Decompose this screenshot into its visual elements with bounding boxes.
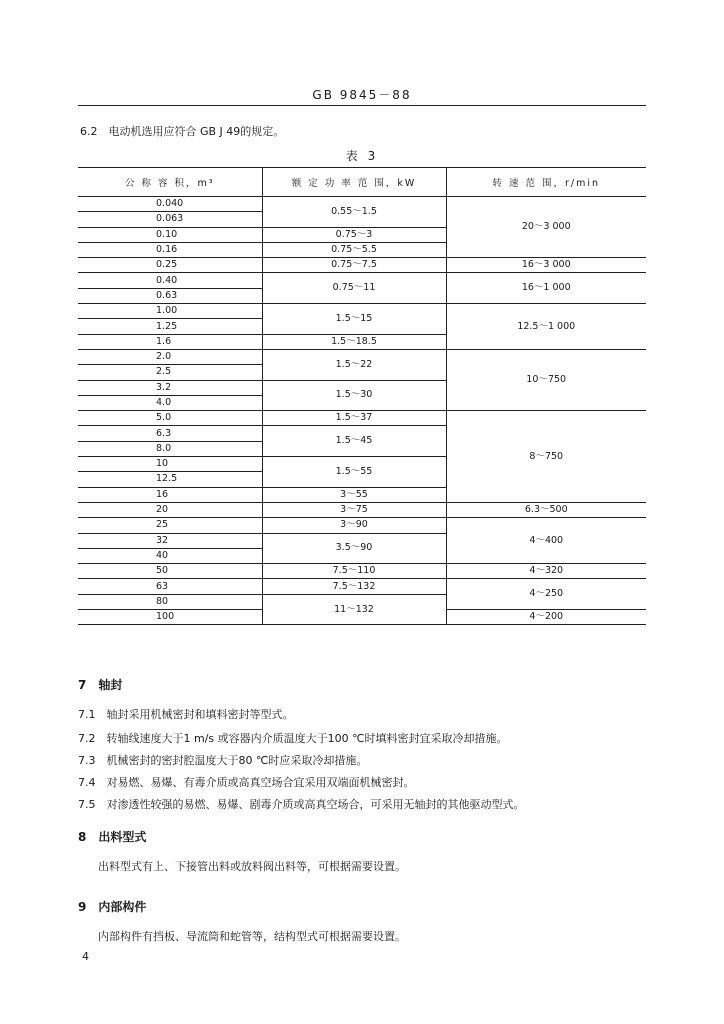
item-7-5: 7.5 对渗透性较强的易燃、易爆、剧毒介质或高真空场合，可采用无轴封的其他驱动型式。: [78, 798, 525, 811]
table-row: [78, 349, 646, 364]
volume-cell: 20: [78, 502, 262, 517]
speed-cell: 4～250: [446, 579, 646, 610]
table-header-row: [78, 168, 646, 197]
section-8-text: 出料型式有上、下接管出料或放料阀出料等，可根据需要设置。: [98, 860, 406, 873]
header-power: 额 定 功 率 范 围，kW: [262, 168, 446, 197]
speed-cell: 10～750: [446, 349, 646, 410]
section-9-title: 9 内部构件: [78, 900, 147, 914]
table-row: [78, 273, 646, 288]
item-7-1: 7.1 轴封采用机械密封和填料密封等型式。: [78, 708, 294, 721]
power-cell: 1.5～37: [262, 411, 446, 426]
table-row: [78, 502, 646, 517]
volume-cell: 5.0: [78, 411, 262, 426]
header-speed: 转 速 范 围，r/min: [446, 168, 646, 197]
volume-cell: 10: [78, 457, 262, 472]
volume-cell: 0.10: [78, 227, 262, 242]
volume-cell: 8.0: [78, 441, 262, 456]
power-cell: 1.5～22: [262, 349, 446, 380]
para-6-2: 6.2 电动机选用应符合 GB J 49的规定。: [80, 125, 285, 138]
table-row: [78, 197, 646, 212]
volume-cell: 16: [78, 487, 262, 502]
table-row: [78, 564, 646, 579]
item-7-3: 7.3 机械密封的密封腔温度大于80 ℃时应采取冷却措施。: [78, 754, 368, 767]
volume-cell: 0.25: [78, 258, 262, 273]
speed-cell: 4～200: [446, 610, 646, 625]
volume-cell: 0.16: [78, 242, 262, 257]
table-row: [78, 411, 646, 426]
volume-cell: 0.040: [78, 197, 262, 212]
table-caption: 表 3: [345, 149, 379, 163]
power-cell: 3～90: [262, 518, 446, 533]
standard-header: GB 9845－88: [312, 88, 412, 102]
speed-cell: 20～3 000: [446, 197, 646, 258]
speed-cell: 4～400: [446, 518, 646, 564]
volume-cell: 50: [78, 564, 262, 579]
section-8-title: 8 出料型式: [78, 830, 147, 844]
header-rule: [78, 105, 646, 106]
power-cell: 3～55: [262, 487, 446, 502]
volume-cell: 25: [78, 518, 262, 533]
table-row: [78, 579, 646, 594]
power-cell: 0.75～3: [262, 227, 446, 242]
section-7-title: 7 轴封: [78, 678, 123, 692]
volume-cell: 32: [78, 533, 262, 548]
volume-cell: 1.25: [78, 319, 262, 334]
power-cell: 1.5～55: [262, 457, 446, 488]
item-7-4: 7.4 对易燃、易爆、有毒介质或高真空场合宜采用双端面机械密封。: [78, 776, 415, 789]
power-cell: 7.5～110: [262, 564, 446, 579]
volume-cell: 12.5: [78, 472, 262, 487]
volume-cell: 6.3: [78, 426, 262, 441]
power-cell: 1.5～30: [262, 380, 446, 411]
table-row: [78, 258, 646, 273]
volume-cell: 80: [78, 594, 262, 609]
volume-cell: 3.2: [78, 380, 262, 395]
speed-cell: 6.3～500: [446, 502, 646, 517]
power-cell: 1.5～18.5: [262, 334, 446, 349]
item-7-2: 7.2 转轴线速度大于1 m/s 或容器内介质温度大于100 ℃时填料密封宜采取冷却措施。: [78, 732, 508, 745]
section-9-text: 内部构件有挡板、导流筒和蛇管等，结构型式可根据需要设置。: [98, 930, 406, 943]
volume-cell: 0.63: [78, 288, 262, 303]
speed-cell: 16～3 000: [446, 258, 646, 273]
power-cell: 1.5～15: [262, 304, 446, 335]
table-row: [78, 518, 646, 533]
volume-cell: 1.6: [78, 334, 262, 349]
speed-cell: 8～750: [446, 411, 646, 503]
speed-cell: 4～320: [446, 564, 646, 579]
header-volume: 公 称 容 积，m³: [78, 168, 262, 197]
data-table: [78, 167, 646, 625]
volume-cell: 2.0: [78, 349, 262, 364]
power-cell: 0.75～5.5: [262, 242, 446, 257]
table-row: [78, 304, 646, 319]
volume-cell: 2.5: [78, 365, 262, 380]
page-number: 4: [82, 950, 89, 963]
volume-cell: 1.00: [78, 304, 262, 319]
volume-cell: 63: [78, 579, 262, 594]
power-cell: 11～132: [262, 594, 446, 625]
volume-cell: 0.40: [78, 273, 262, 288]
power-cell: 0.75～11: [262, 273, 446, 304]
power-cell: 1.5～45: [262, 426, 446, 457]
volume-cell: 4.0: [78, 395, 262, 410]
power-cell: 3.5～90: [262, 533, 446, 564]
volume-cell: 0.063: [78, 212, 262, 227]
power-cell: 7.5～132: [262, 579, 446, 594]
speed-cell: 16～1 000: [446, 273, 646, 304]
power-cell: 0.75～7.5: [262, 258, 446, 273]
power-cell: 3～75: [262, 502, 446, 517]
speed-cell: 12.5～1 000: [446, 304, 646, 350]
volume-cell: 100: [78, 610, 262, 625]
volume-cell: 40: [78, 548, 262, 563]
power-cell: 0.55～1.5: [262, 197, 446, 228]
